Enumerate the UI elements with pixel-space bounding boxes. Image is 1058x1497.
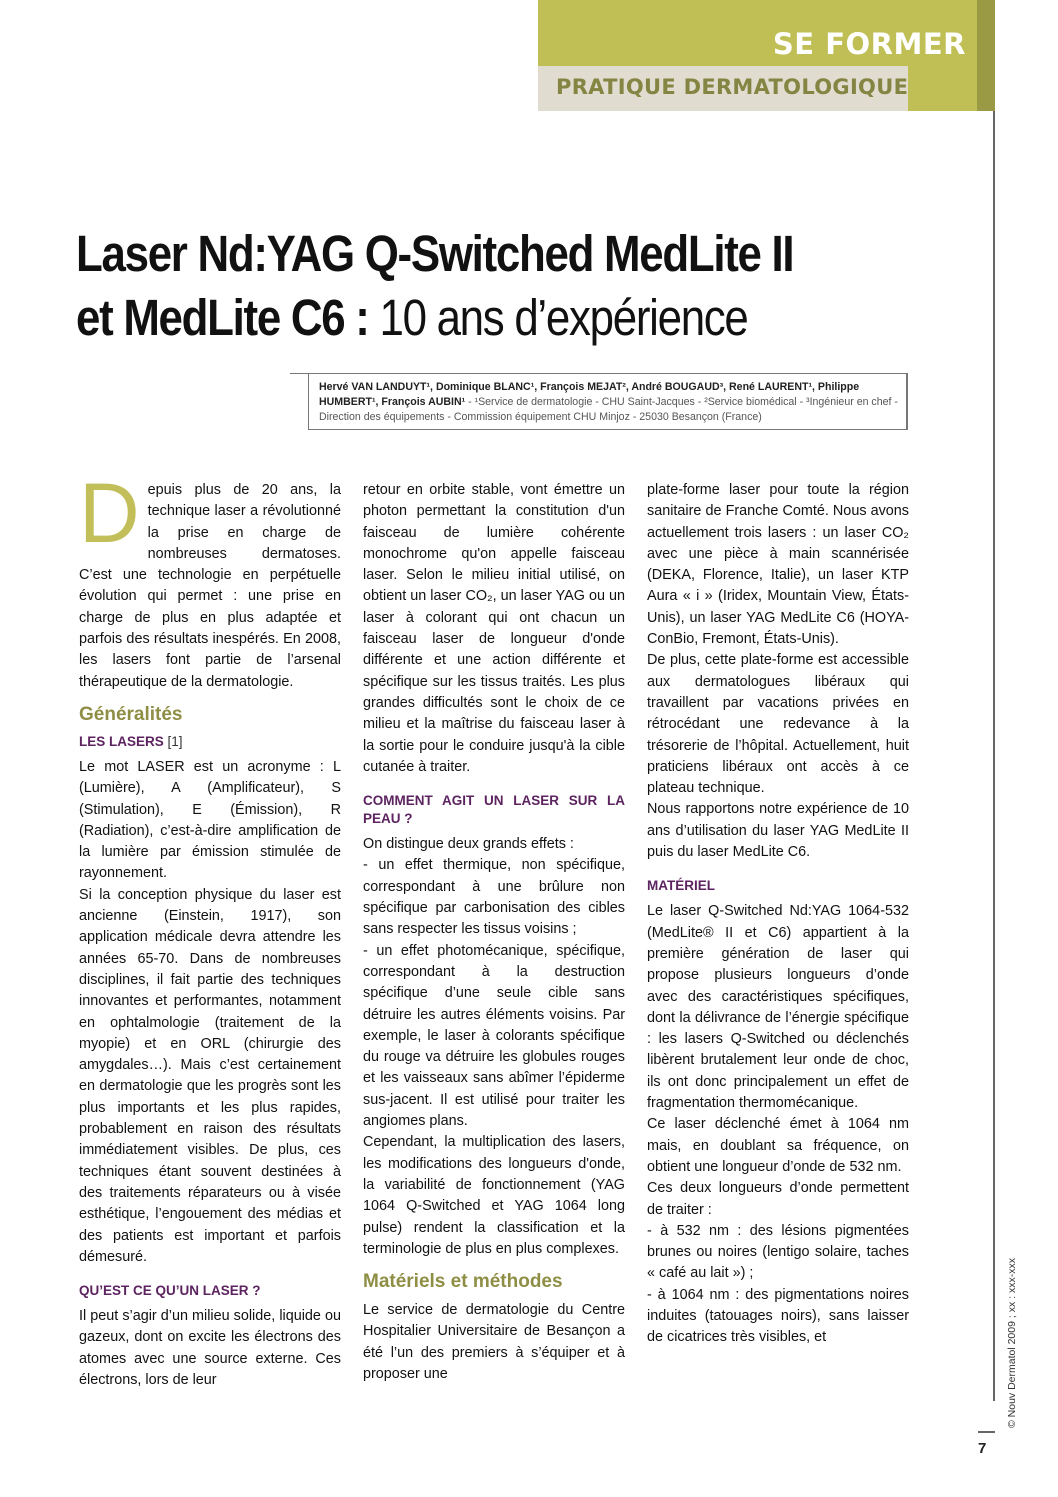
heading-materiels-methodes: Matériels et méthodes <box>363 1271 563 1293</box>
heading-generalites: Généralités <box>79 703 183 725</box>
authors-text <box>319 380 907 424</box>
rubric-label: PRATIQUE DERMATOLOGIQUE <box>556 75 909 99</box>
authors-connector <box>290 373 308 374</box>
intro-text: epuis plus de 20 ans, la technique laser a révolutionné la prise en charge de nombreuses dermatoses. C’est une technologie en perpétuelle évolution qui permet : une prise en charge de plus en plus adaptée et parfois des résultats inespérés. En 2008, les lasers font partie de l’arsenal thérapeutique de la dermatologie. <box>79 482 341 690</box>
subheading-comment-agit: COMMENT AGIT UN LASER SUR LA PEAU ? <box>363 793 625 827</box>
subheading-quest-ce: QU’EST CE QU’UN LASER ? <box>79 1283 261 1299</box>
paragraph: Cependant, la multiplication des lasers, les modifications des longueurs d'onde, la variabilité de fonctionnement (YAG 1064 Q-Switched et YAG 1064 long pulse) rendent la classification et la terminologie de plus en plus complexes. <box>363 1134 625 1257</box>
article-title <box>76 222 793 350</box>
paragraph: Si la conception physique du laser est ancienne (Einstein, 1917), son application médicale devra attendre les années 65-70. Dans de nombreuses disciplines, il fait partie des techniques innovantes et performantes, notamment en ophtalmologie (traitement de la myopie) et en ORL (chirurgie des amygdales…). Mais c’est certainement en dermatologie que les progrès sont les plus importants et les plus rapides, probablement en raison des résultats immédiatement visibles. De plus, ces techniques étant souvent destinées à des traitements réparateurs ou à visée esthétique, l’engouement des médias et des patients est important et parfois démesuré. <box>79 886 341 1265</box>
title-line-1: Laser Nd:YAG Q-Switched MedLite II <box>76 225 794 282</box>
paragraph: Le laser Q-Switched Nd:YAG 1064-532 (MedLite® II et C6) appartient à la première génération de laser qui propose plusieurs longueurs d’onde avec des caractéristiques spécifiques, dont la délivrance de l’énergie spécifique : les lasers Q-Switched ou déclenchés libèrent brutalement leur onde de choc, ils ont donc principalement un effet de fragmentation thermomécanique. <box>647 903 909 1112</box>
margin-rule <box>993 111 995 1401</box>
column-1 <box>79 466 341 1391</box>
paragraph: Nous rapportons notre expérience de 10 ans d’utilisation du laser YAG MedLite II puis du laser MedLite C6. <box>647 801 909 861</box>
paragraph: Le mot LASER est un acronyme : L (Lumière), A (Amplificateur), S (Stimulation), E (Émission), R (Radiation), c’est-à-dire amplification de la lumière par émission stimulée de rayonnement. <box>79 758 341 882</box>
subheading-text: LES LASERS <box>79 733 164 749</box>
subheading-materiel: MATÉRIEL <box>647 878 715 894</box>
paragraph: - un effet photomécanique, spécifique, correspondant à la destruction spécifique d’une seule cible sans détruire les autres éléments voisins. Par exemple, le laser à colorants spécifique du rouge va détruire les globules rouges et les vaisseaux sans abîmer l’épiderme sus-jacent. Il est utilisé pour traiter les angiomes plans. <box>363 942 625 1130</box>
paragraph: On distingue deux grands effets : <box>363 836 574 853</box>
drop-cap: D <box>79 466 140 560</box>
subheading-les-lasers <box>79 733 341 751</box>
paragraph: - à 1064 nm : des pigmentations noires induites (tatouages noirs), sans laisser de cicatrices très visibles, et <box>647 1286 909 1346</box>
title-bold-part: et MedLite C6 : <box>76 289 369 346</box>
paragraph: - à 532 nm : des lésions pigmentées brunes ou noires (lentigo solaire, taches « café au lait ») ; <box>647 1222 909 1282</box>
footer-rule <box>978 1431 995 1433</box>
paragraph: plate-forme laser pour toute la région sanitaire de Franche Comté. Nous avons actuellement trois lasers : un laser CO₂ avec une pièce à main scannérisée (DEKA, Florence, Italie), un laser KTP Aura « i » (Iridex, Mountain View, États-Unis), un laser YAG MedLite C6 (HOYA-ConBio, Fremont, États-Unis). <box>647 482 909 648</box>
reference-link[interactable]: [1] <box>163 733 183 749</box>
paragraph: - un effet thermique, non spécifique, correspondant à une brûlure non spécifique par carbonisation des cibles sans respecter les tissus voisins ; <box>363 857 625 938</box>
column-3 <box>647 480 909 1349</box>
page-number: 7 <box>978 1440 987 1457</box>
paragraph: retour en orbite stable, vont émettre un photon permettant la constitution d'un faisceau de lumière cohérente monochrome qu'on appelle faisceau laser. Selon le milieu initial utilisé, on obtient un laser CO₂, un laser YAG ou un laser à colorant qui ont chacun un faisceau laser de longueur d'onde différente et une action différente et spécifique sur les tissus traités. Les plus grandes difficultés sont le choix de ce milieu et la maîtrise du faisceau laser à la sortie pour le conduire jusqu'à la cible cutanée à traiter. <box>363 482 625 775</box>
paragraph: De plus, cette plate-forme est accessible aux dermatologues libéraux qui travaillent par vacations privées en rétrocédant une redevance à la trésorerie de l’hôpital. Actuellement, huit praticiens libéraux ont accès à ce plateau technique. <box>647 652 909 797</box>
paragraph: Ces deux longueurs d’onde permettent de traiter : <box>647 1180 909 1218</box>
authors-box <box>308 373 908 430</box>
column-2 <box>363 480 625 1385</box>
title-light-part: 10 ans d’expérience <box>368 289 748 346</box>
paragraph: Il peut s’agir d’un milieu solide, liquide ou gazeux, dont on excite les électrons des atomes avec une source externe. Ces électrons, lors de leur <box>79 1308 341 1388</box>
header-band-edge <box>977 0 995 111</box>
paragraph: Le service de dermatologie du Centre Hospitalier Universitaire de Besançon a été l’un des premiers à s’équiper et à proposer une <box>363 1302 625 1382</box>
journal-citation: © Nouv Dermatol 2009 ; xx : xxx-xxx <box>1006 1258 1018 1428</box>
paragraph: Ce laser déclenché émet à 1064 nm mais, en doublant sa fréquence, on obtient une longueur d’onde de 532 nm. <box>647 1116 909 1175</box>
author-affiliations: - ¹Service de dermatologie - CHU Saint-Jacques - ²Service biomédical - ³Ingénieur en chef - Direction des équipements - Commission équipement CHU Minjoz - 25030 Besançon (France) <box>319 395 898 423</box>
intro-paragraph <box>79 466 341 693</box>
title-line-2 <box>76 286 793 350</box>
section-title: SE FORMER <box>772 27 966 61</box>
author-names: Hervé VAN LANDUYT¹, Dominique BLANC¹, François MEJAT², André BOUGAUD³, René LAURENT¹, Philippe HUMBERT¹, François AUBIN¹ <box>319 381 860 408</box>
